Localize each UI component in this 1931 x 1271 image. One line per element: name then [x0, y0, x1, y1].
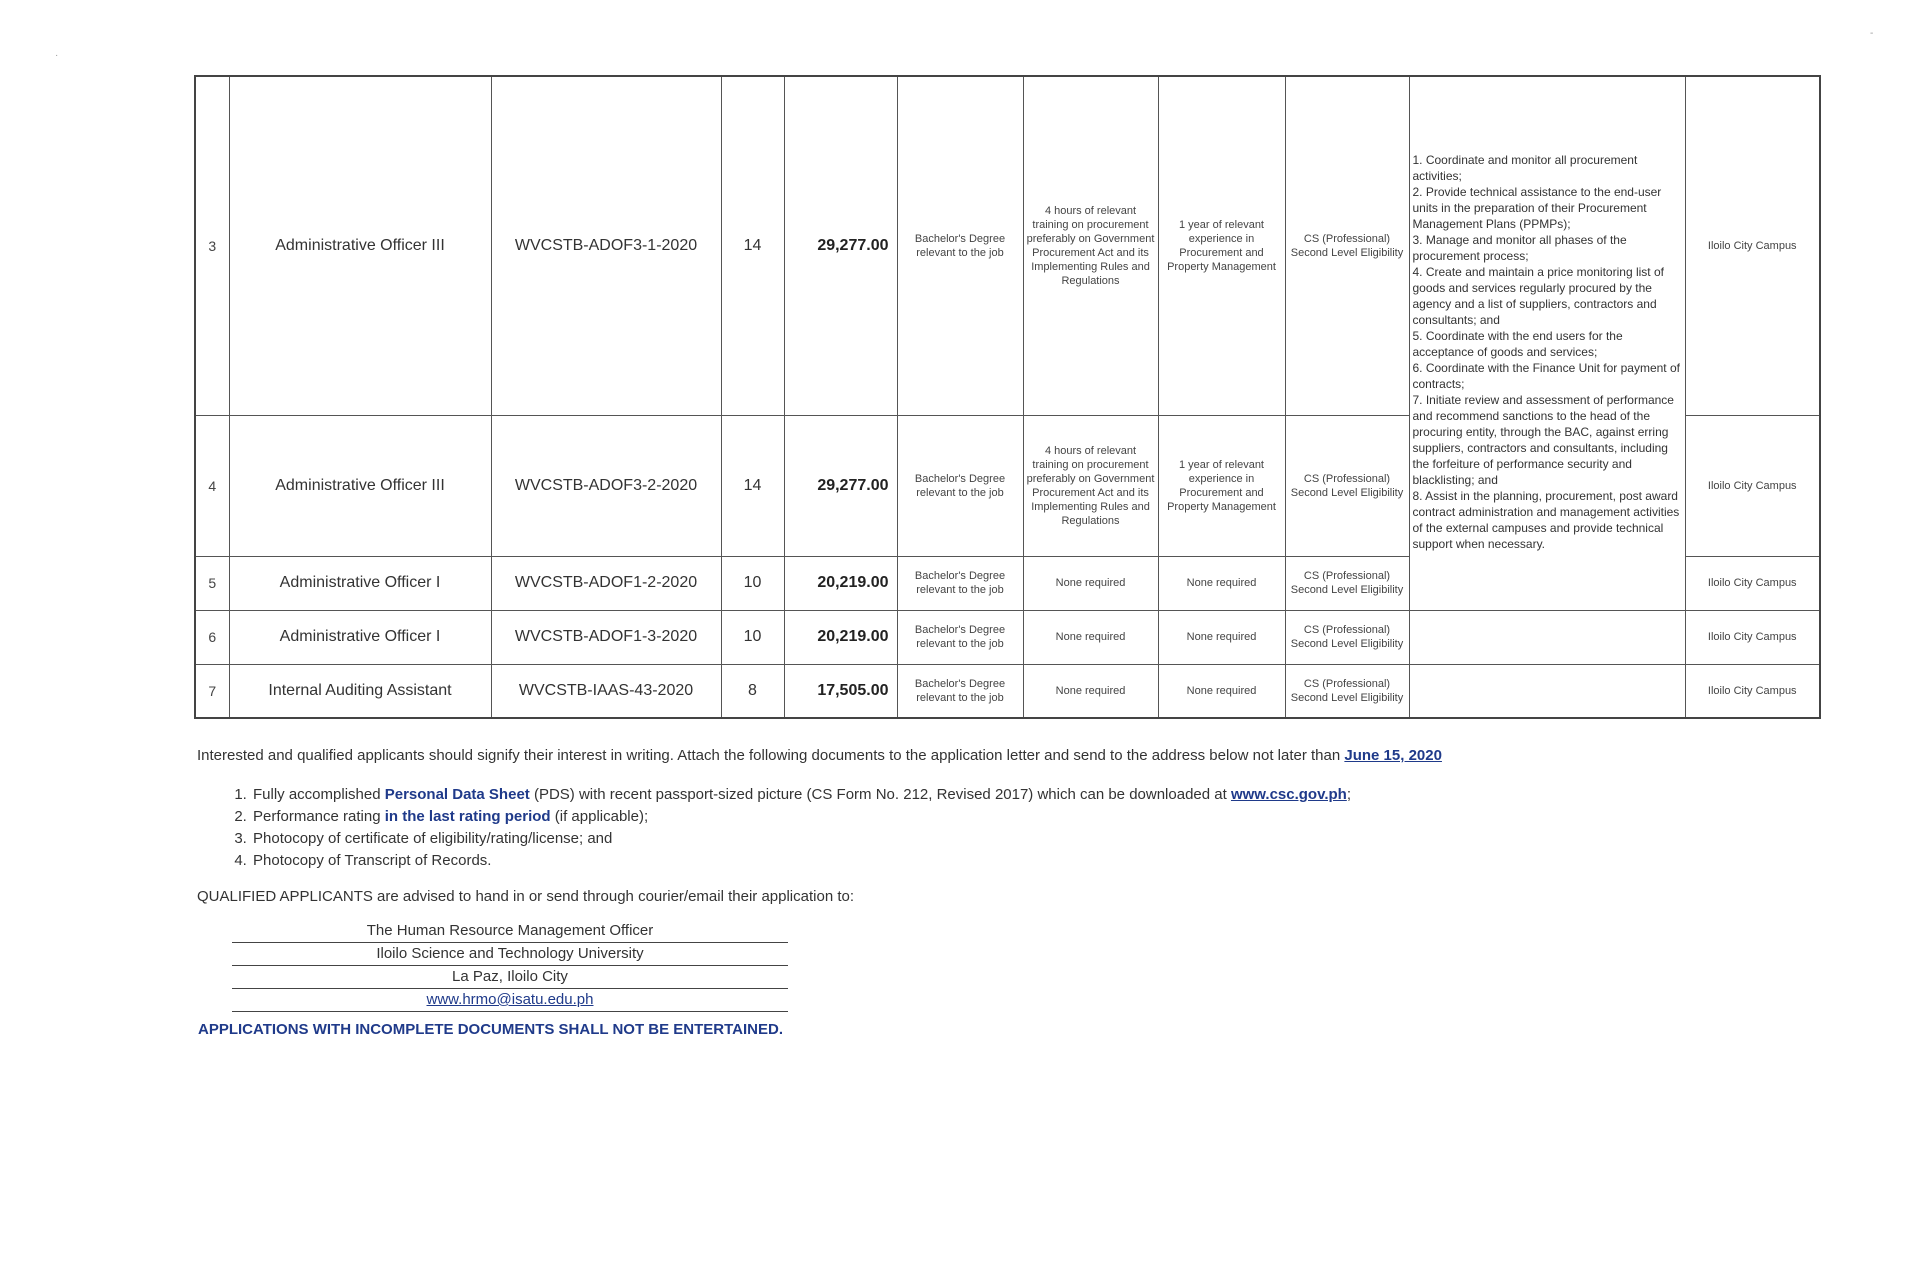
intro-text: Interested and qualified applicants should signify their interest in writing. Attach the following documents to the application letter and send to the address below not later than	[197, 747, 1345, 764]
experience-requirement: 1 year of relevant experience in Procurement and Property Management	[1158, 76, 1285, 415]
page-mark: -	[1870, 28, 1874, 39]
doc1-bold: Personal Data Sheet	[384, 786, 530, 803]
plantilla-item-no: WVCSTB-ADOF3-1-2020	[491, 76, 721, 415]
position-title: Administrative Officer I	[229, 610, 491, 664]
education-requirement: Bachelor's Degree relevant to the job	[897, 415, 1023, 556]
competency-line: 1. Coordinate and monitor all procurement activities;	[1412, 153, 1638, 183]
competency-line: 3. Manage and monitor all phases of the procurement process;	[1412, 233, 1627, 263]
competency-cell	[1409, 76, 1685, 610]
address-block	[232, 921, 788, 1013]
place-of-assignment: Iloilo City Campus	[1685, 664, 1820, 718]
hrmo-email-link[interactable]: www.hrmo@isatu.edu.ph	[426, 991, 594, 1008]
csc-website-link[interactable]: www.csc.gov.ph	[1230, 786, 1347, 803]
place-of-assignment: Iloilo City Campus	[1685, 556, 1820, 610]
plantilla-item-no: WVCSTB-IAAS-43-2020	[491, 664, 721, 718]
plantilla-item-no: WVCSTB-ADOF3-2-2020	[491, 415, 721, 556]
advisory-text: QUALIFIED APPLICANTS are advised to hand in or send through courier/email their application to:	[197, 888, 855, 905]
eligibility-requirement: CS (Professional) Second Level Eligibility	[1285, 610, 1409, 664]
table-row	[195, 664, 1820, 718]
plantilla-item-no: WVCSTB-ADOF1-2-2020	[491, 556, 721, 610]
position-title: Internal Auditing Assistant	[229, 664, 491, 718]
place-of-assignment: Iloilo City Campus	[1685, 415, 1820, 556]
training-requirement: None required	[1023, 610, 1158, 664]
monthly-salary: 29,277.00	[784, 415, 897, 556]
competency-line: 7. Initiate review and assessment of performance and recommend sanctions to the head of the procuring entity, through the BAC, against erring suppliers, contractors and consultants, including the forfeiture of performance security and blacklisting; and	[1412, 393, 1674, 487]
row-number: 7	[195, 664, 229, 718]
doc2-bold: in the last rating period	[384, 808, 551, 825]
competency-line: 4. Create and maintain a price monitoring list of goods and services regularly procured by the agency and a list of suppliers, contractors and consultants; and	[1412, 265, 1664, 327]
education-requirement: Bachelor's Degree relevant to the job	[897, 76, 1023, 415]
list-item	[251, 806, 1551, 828]
experience-requirement: None required	[1158, 664, 1285, 718]
application-instructions	[197, 747, 1442, 764]
salary-grade: 14	[721, 415, 784, 556]
experience-requirement: None required	[1158, 556, 1285, 610]
monthly-salary: 29,277.00	[784, 76, 897, 415]
training-requirement: 4 hours of relevant training on procurement preferably on Government Procurement Act and its Implementing Rules and Regulations	[1023, 415, 1158, 556]
page-mark: ·	[55, 50, 59, 61]
position-title: Administrative Officer III	[229, 415, 491, 556]
experience-requirement: 1 year of relevant experience in Procurement and Property Management	[1158, 415, 1285, 556]
eligibility-requirement: CS (Professional) Second Level Eligibility	[1285, 415, 1409, 556]
salary-grade: 10	[721, 610, 784, 664]
eligibility-requirement: CS (Professional) Second Level Eligibility	[1285, 76, 1409, 415]
list-item: 4. Photocopy of Transcript of Records.	[251, 850, 1551, 872]
doc1-pre: Fully accomplished	[253, 786, 385, 803]
competency-line: 8. Assist in the planning, procurement, post award contract administration and management activities of the external campuses and provide technical support when necessary.	[1412, 489, 1680, 551]
experience-requirement: None required	[1158, 610, 1285, 664]
address-line: La Paz, Iloilo City	[232, 967, 788, 989]
address-line: Iloilo Science and Technology University	[232, 944, 788, 966]
competency-line: 6. Coordinate with the Finance Unit for payment of contracts;	[1412, 361, 1680, 391]
monthly-salary: 20,219.00	[784, 556, 897, 610]
place-of-assignment: Iloilo City Campus	[1685, 610, 1820, 664]
competency-cell-empty	[1409, 664, 1685, 718]
salary-grade: 10	[721, 556, 784, 610]
education-requirement: Bachelor's Degree relevant to the job	[897, 610, 1023, 664]
eligibility-requirement: CS (Professional) Second Level Eligibility	[1285, 664, 1409, 718]
deadline-date: June 15, 2020	[1344, 747, 1442, 764]
salary-grade: 14	[721, 76, 784, 415]
training-requirement: 4 hours of relevant training on procurement preferably on Government Procurement Act and its Implementing Rules and Regulations	[1023, 76, 1158, 415]
place-of-assignment: Iloilo City Campus	[1685, 76, 1820, 415]
plantilla-item-no: WVCSTB-ADOF1-3-2020	[491, 610, 721, 664]
incomplete-documents-notice: APPLICATIONS WITH INCOMPLETE DOCUMENTS SHALL NOT BE ENTERTAINED.	[198, 1021, 783, 1038]
row-number: 6	[195, 610, 229, 664]
training-requirement: None required	[1023, 556, 1158, 610]
competency-line: 5. Coordinate with the end users for the acceptance of goods and services;	[1412, 329, 1623, 359]
row-number: 4	[195, 415, 229, 556]
monthly-salary: 17,505.00	[784, 664, 897, 718]
competency-cell-empty	[1409, 610, 1685, 664]
eligibility-requirement: CS (Professional) Second Level Eligibility	[1285, 556, 1409, 610]
position-title: Administrative Officer I	[229, 556, 491, 610]
table-row	[195, 76, 1820, 415]
address-email-row	[232, 990, 788, 1012]
position-title: Administrative Officer III	[229, 76, 491, 415]
table-row	[195, 610, 1820, 664]
competency-line: 2. Provide technical assistance to the end-user units in the preparation of their Procurement Management Plans (PPMPs);	[1412, 185, 1662, 231]
doc1-mid: (PDS) with recent passport-sized picture (CS Form No. 212, Revised 2017) which can be downloaded at	[529, 786, 1231, 803]
row-number: 5	[195, 556, 229, 610]
training-requirement: None required	[1023, 664, 1158, 718]
salary-grade: 8	[721, 664, 784, 718]
doc2-pre: Performance rating	[253, 808, 385, 825]
vacancy-table	[194, 75, 1821, 719]
education-requirement: Bachelor's Degree relevant to the job	[897, 556, 1023, 610]
address-line: The Human Resource Management Officer	[232, 921, 788, 943]
education-requirement: Bachelor's Degree relevant to the job	[897, 664, 1023, 718]
row-number: 3	[195, 76, 229, 415]
doc1-end: ;	[1346, 786, 1351, 803]
list-item: 3. Photocopy of certificate of eligibility/rating/license; and	[251, 828, 1551, 850]
list-item	[251, 784, 1551, 806]
doc2-end: (if applicable);	[550, 808, 649, 825]
required-documents-list	[233, 784, 1551, 872]
monthly-salary: 20,219.00	[784, 610, 897, 664]
